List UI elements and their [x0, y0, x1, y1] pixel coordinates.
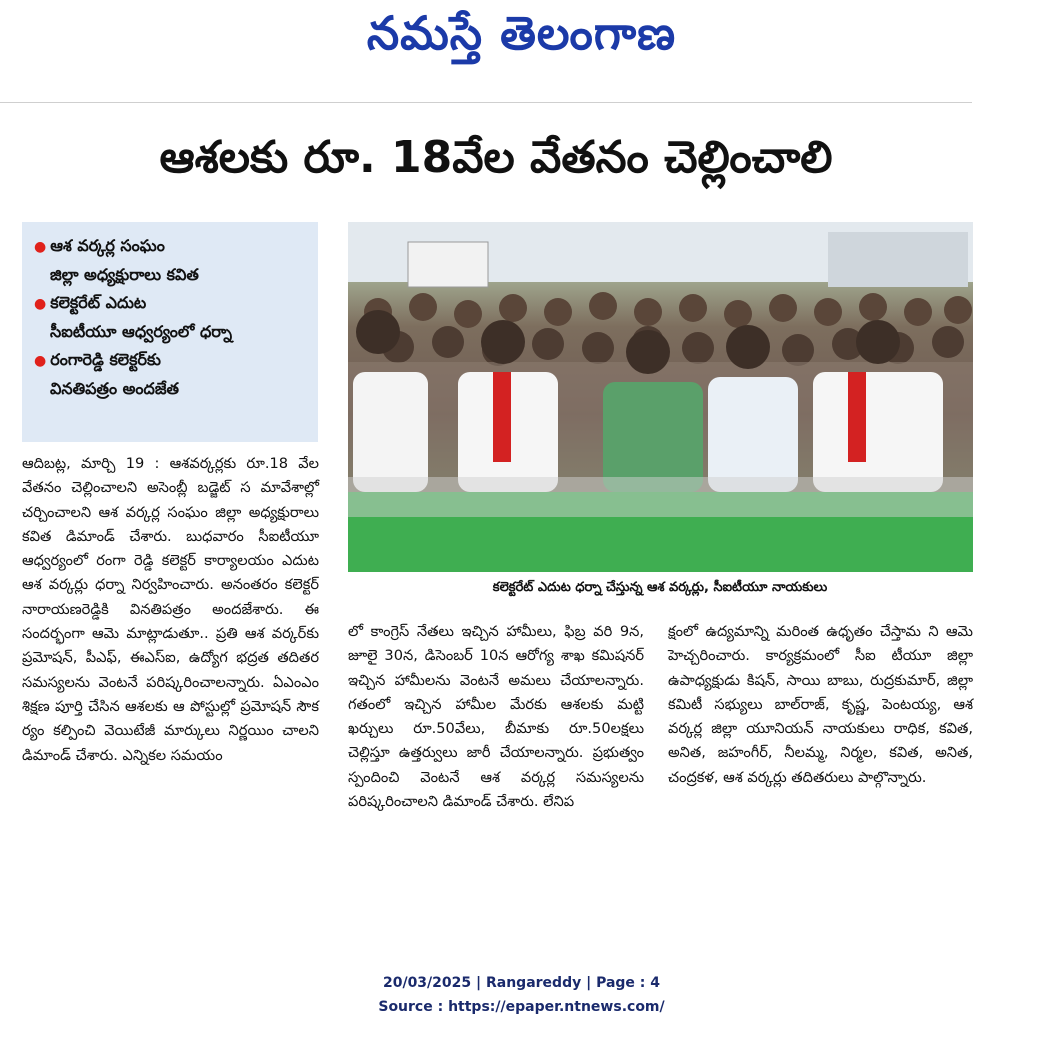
masthead-logo: నమస్తే తెలంగాణ	[366, 6, 677, 60]
highlight-line: వినతిపత్రం అందజేత	[50, 379, 179, 398]
article-text: క్షంలో ఉద్యమాన్ని మరింత ఉధృతం చేస్తామ ని ఆమె హెచ్చరించారు. కార్యక్రమంలో సీఐ టీయూ జిల్లా ఉపాధ్యక్షుడు కిషన్, సాయి బాబు, రుద్రకుమార్, జిల్లా కమిటీ సభ్యులు బాల్‌రాజ్, కృష్ణ, పెంటయ్య, ఆశ వర్కర్ల జిల్లా యూనియన్ నాయకులు రాధిక, కవిత, అనిత, జహంగీర్, నీలమ్మ, నిర్మల, కవిత, అనిత, చంద్రకళ, ఆశ వర్కర్లు తదితరులు పాల్గొన్నారు.	[668, 623, 973, 786]
headline: ఆశలకు రూ. 18వేల వేతనం చెల్లించాలి	[159, 132, 833, 183]
article-text: లో కాంగ్రెస్ నేతలు ఇచ్చిన హామీలు, ఫిబ్ర వరి 9న, జూలై 30న, డిసెంబర్ 10న ఆరోగ్య శాఖ కమిషనర్ ఇచ్చిన హామీలను వెంటనే అమలు చేయాలన్నారు. గతంలో ఇచ్చిన హామీల మేరకు ఆశలకు మట్టి ఖర్చులు రూ.50వేలు, బీమాకు రూ.50లక్షలు చెల్లిస్తూ ఉత్తర్వులు జారీ చేయాలన్నారు. ప్రభుత్వం స్పందించి వెంటనే ఆశ వర్కర్ల సమస్యలను పరిష్కరించాలని డిమాండ్ చేశారు. లేనిప	[348, 623, 644, 811]
protest-photo-illustration	[348, 222, 973, 572]
bullet-icon: ●	[34, 296, 47, 312]
footer-dateline: 20/03/2025 | Rangareddy | Page : 4	[382, 975, 661, 991]
news-photo	[348, 222, 973, 572]
article-column	[668, 620, 973, 790]
article-column	[22, 452, 319, 768]
highlight-line: కలెక్టరేట్ ఎదుట	[50, 293, 147, 312]
highlight-line: సీఐటీయూ ఆధ్వర్యంలో ధర్నా	[50, 322, 233, 341]
highlight-item	[34, 289, 308, 346]
masthead-divider	[0, 102, 972, 103]
highlight-line: ఆశ వర్కర్ల సంఘం	[50, 236, 165, 255]
article-column	[348, 620, 644, 814]
article-text: ఆదిబట్ల, మార్చి 19 : ఆశవర్కర్లకు రూ.18 వేల వేతనం చెల్లించాలని అసెంబ్లీ బడ్జెట్ స మావేశాల్లో చర్చించాలని ఆశ వర్కర్ల సంఘం జిల్లా అధ్యక్షురాలు కవిత డిమాండ్ చేశారు. బుధవారం సీఐటీయూ ఆధ్వర్యంలో రంగా రెడ్డి కలెక్టర్ కార్యాలయం ఎదుట ఆశ వర్కర్లు ధర్నా నిర్వహించారు. అనంతరం కలెక్టర్ నారాయణరెడ్డికి వినతిపత్రం అందజేశారు. ఈ సందర్భంగా ఆమె మాట్లాడుతూ.. ప్రతి ఆశ వర్కర్‌కు ప్రమోషన్, పీఎఫ్, ఈఎస్ఐ, ఉద్యోగ భద్రత తదితర సమస్యలను వెంటనే పరిష్కరించాలన్నారు. ఏఎంఎం శిక్షణ పూర్తి చేసిన ఆశలకు ఆ పోస్టుల్లో ప్రమోషన్ సౌక ర్యం కల్పించి వెయిటేజీ మార్కులు నిర్ణయిం చాలని డిమాండ్ చేశారు. ఎన్నికల సమయం	[22, 455, 319, 764]
highlights-box	[22, 222, 318, 442]
highlight-item	[34, 232, 308, 289]
bullet-icon: ●	[34, 239, 47, 255]
highlight-item	[34, 346, 308, 403]
photo-caption: కలెక్టరేట్ ఎదుట ధర్నా చేస్తున్న ఆశ వర్కర్లు, సీఐటీయూ నాయకులు	[492, 580, 828, 595]
highlight-line: జిల్లా అధ్యక్షురాలు కవిత	[50, 265, 199, 284]
highlight-line: రంగారెడ్డి కలెక్టర్‌కు	[50, 350, 161, 369]
footer-source: Source : https://epaper.ntnews.com/	[378, 999, 665, 1015]
bullet-icon: ●	[34, 353, 47, 369]
